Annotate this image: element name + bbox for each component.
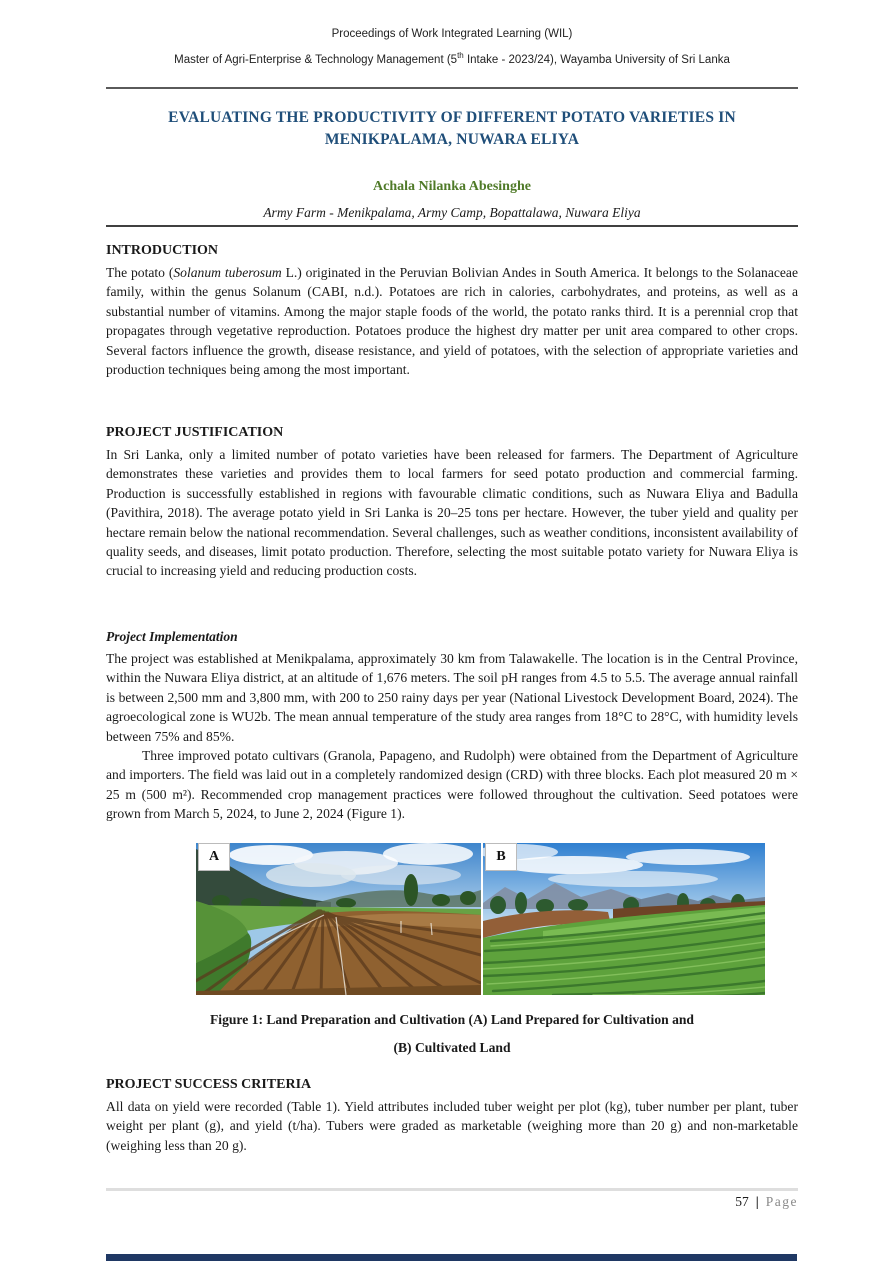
paper-title: [106, 107, 798, 151]
figure1-label-a: A: [198, 843, 230, 871]
land-prepared-illustration: [196, 843, 481, 995]
bottom-accent-bar: [106, 1254, 797, 1261]
page-footer: [106, 1194, 798, 1210]
introduction-paragraph: The potato (Solanum tuberosum L.) originated in the Peruvian Bolivian Andes in South America. It belongs to the Solanaceae family, within the genus Solanum (CABI, n.d.). Potatoes are rich in calories, carbohydrates, and proteins, as well as a substantial number of vitamins. Among the major staple foods of the world, the potato ranks third. It is a perennial crop that propagates through vegetative reproduction. Potatoes produce the highest dry matter per unit area compared to other crops. Several factors influence the growth, disease resistance, and yield of potatoes, with the selection of appropriate varieties and production techniques being among the most important.: [106, 265, 798, 378]
figure1-caption-line2: (B) Cultivated Land: [393, 1040, 511, 1055]
figure1-label-b: B: [485, 843, 517, 871]
paper-title-line2: MENIKPALAMA, NUWARA ELIYA: [324, 131, 580, 148]
section-heading-project-justification: PROJECT JUSTIFICATION: [106, 425, 284, 440]
footer-divider-line: [106, 1188, 798, 1191]
footer-separator: |: [755, 1194, 759, 1209]
journal-header-line2: Master of Agri-Enterprise & Technology Management (5th Intake - 2023/24), Wayamba University of Sri Lanka: [174, 51, 730, 66]
section-heading-introduction: INTRODUCTION: [106, 243, 219, 258]
cultivated-land-illustration: [483, 843, 765, 995]
figure1-photo-cultivated-land: [483, 843, 765, 995]
figure1: [196, 843, 765, 995]
figure1-caption-line1: Figure 1: Land Preparation and Cultivation (A) Land Prepared for Cultivation and: [209, 1012, 694, 1027]
project-implementation-paragraphs: [106, 649, 798, 824]
author-affiliation: Army Farm - Menikpalama, Army Camp, Bopattalawa, Nuwara Eliya: [263, 205, 641, 220]
journal-header-line1: Proceedings of Work Integrated Learning (WIL): [331, 28, 573, 40]
figure1-caption: [106, 1006, 798, 1062]
figure1-photo-land-prepared: [196, 843, 481, 995]
project-justification-paragraph: In Sri Lanka, only a limited number of potato varieties have been released for farmers. The Department of Agriculture demonstrates these varieties and provides them to local farmers for seed potato production and commercial farming. Production is successfully established in regions with favourable climatic conditions, such as Nuwara Eliya and Badulla (Pavithira, 2018). The average potato yield in Sri Lanka is 20–25 tons per hectare. However, the tuber yield and quality per hectare remain below the national recommendation. Several challenges, such as weather conditions, inconsistent availability of quality seeds, and diseases, limit potato production. Therefore, selecting the most suitable potato variety for Nuwara Eliya is crucial to increasing yield and reducing production costs.: [106, 447, 798, 579]
page-number: 57: [735, 1194, 749, 1209]
implementation-paragraph-2: Three improved potato cultivars (Granola, Papageno, and Rudolph) were obtained from the Department of Agriculture and importers. The field was laid out in a completely randomized design (CRD) with three blocks. Each plot measured 20 m × 25 m (500 m²). Recommended crop management practices were followed throughout the cultivation. Seed potatoes were grown from March 5, 2024, to June 2, 2024 (Figure 1).: [106, 748, 798, 822]
affiliation-divider-line: [106, 225, 798, 227]
author-name: Achala Nilanka Abesinghe: [373, 179, 531, 194]
section-heading-project-success-criteria: PROJECT SUCCESS CRITERIA: [106, 1077, 312, 1092]
project-success-criteria-paragraph: All data on yield were recorded (Table 1). Yield attributes included tuber weight per plot (kg), tuber number per plant, tuber weight per plant (g), and yield (t/ha). Tubers were graded as marketable (weighing more than 20 g) and non-marketable (weighing less than 20 g).: [106, 1099, 798, 1153]
paper-title-line1: EVALUATING THE PRODUCTIVITY OF DIFFERENT POTATO VARIETIES IN: [168, 109, 736, 126]
implementation-paragraph-1: The project was established at Menikpalama, approximately 30 km from Talawakelle. The location is in the Central Province, within the Nuwara Eliya district, at an altitude of 1,676 meters. The soil pH ranges from 4.5 to 5.5. The average annual rainfall is between 2,500 mm and 3,800 mm, with 200 to 250 rainy days per year (National Livestock Development Board, 2024). The agroecological zone is WU2b. The mean annual temperature of the study area ranges from 18°C to 28°C, with humidity levels between 75% and 85%.: [106, 651, 798, 744]
species-name-italic: Solanum tuberosum: [173, 265, 282, 280]
subsection-heading-project-implementation: Project Implementation: [106, 629, 238, 644]
intake-superscript: th: [457, 51, 464, 60]
header-divider-line: [106, 87, 798, 89]
page-label: Page: [765, 1194, 798, 1209]
journal-header: [106, 24, 798, 71]
